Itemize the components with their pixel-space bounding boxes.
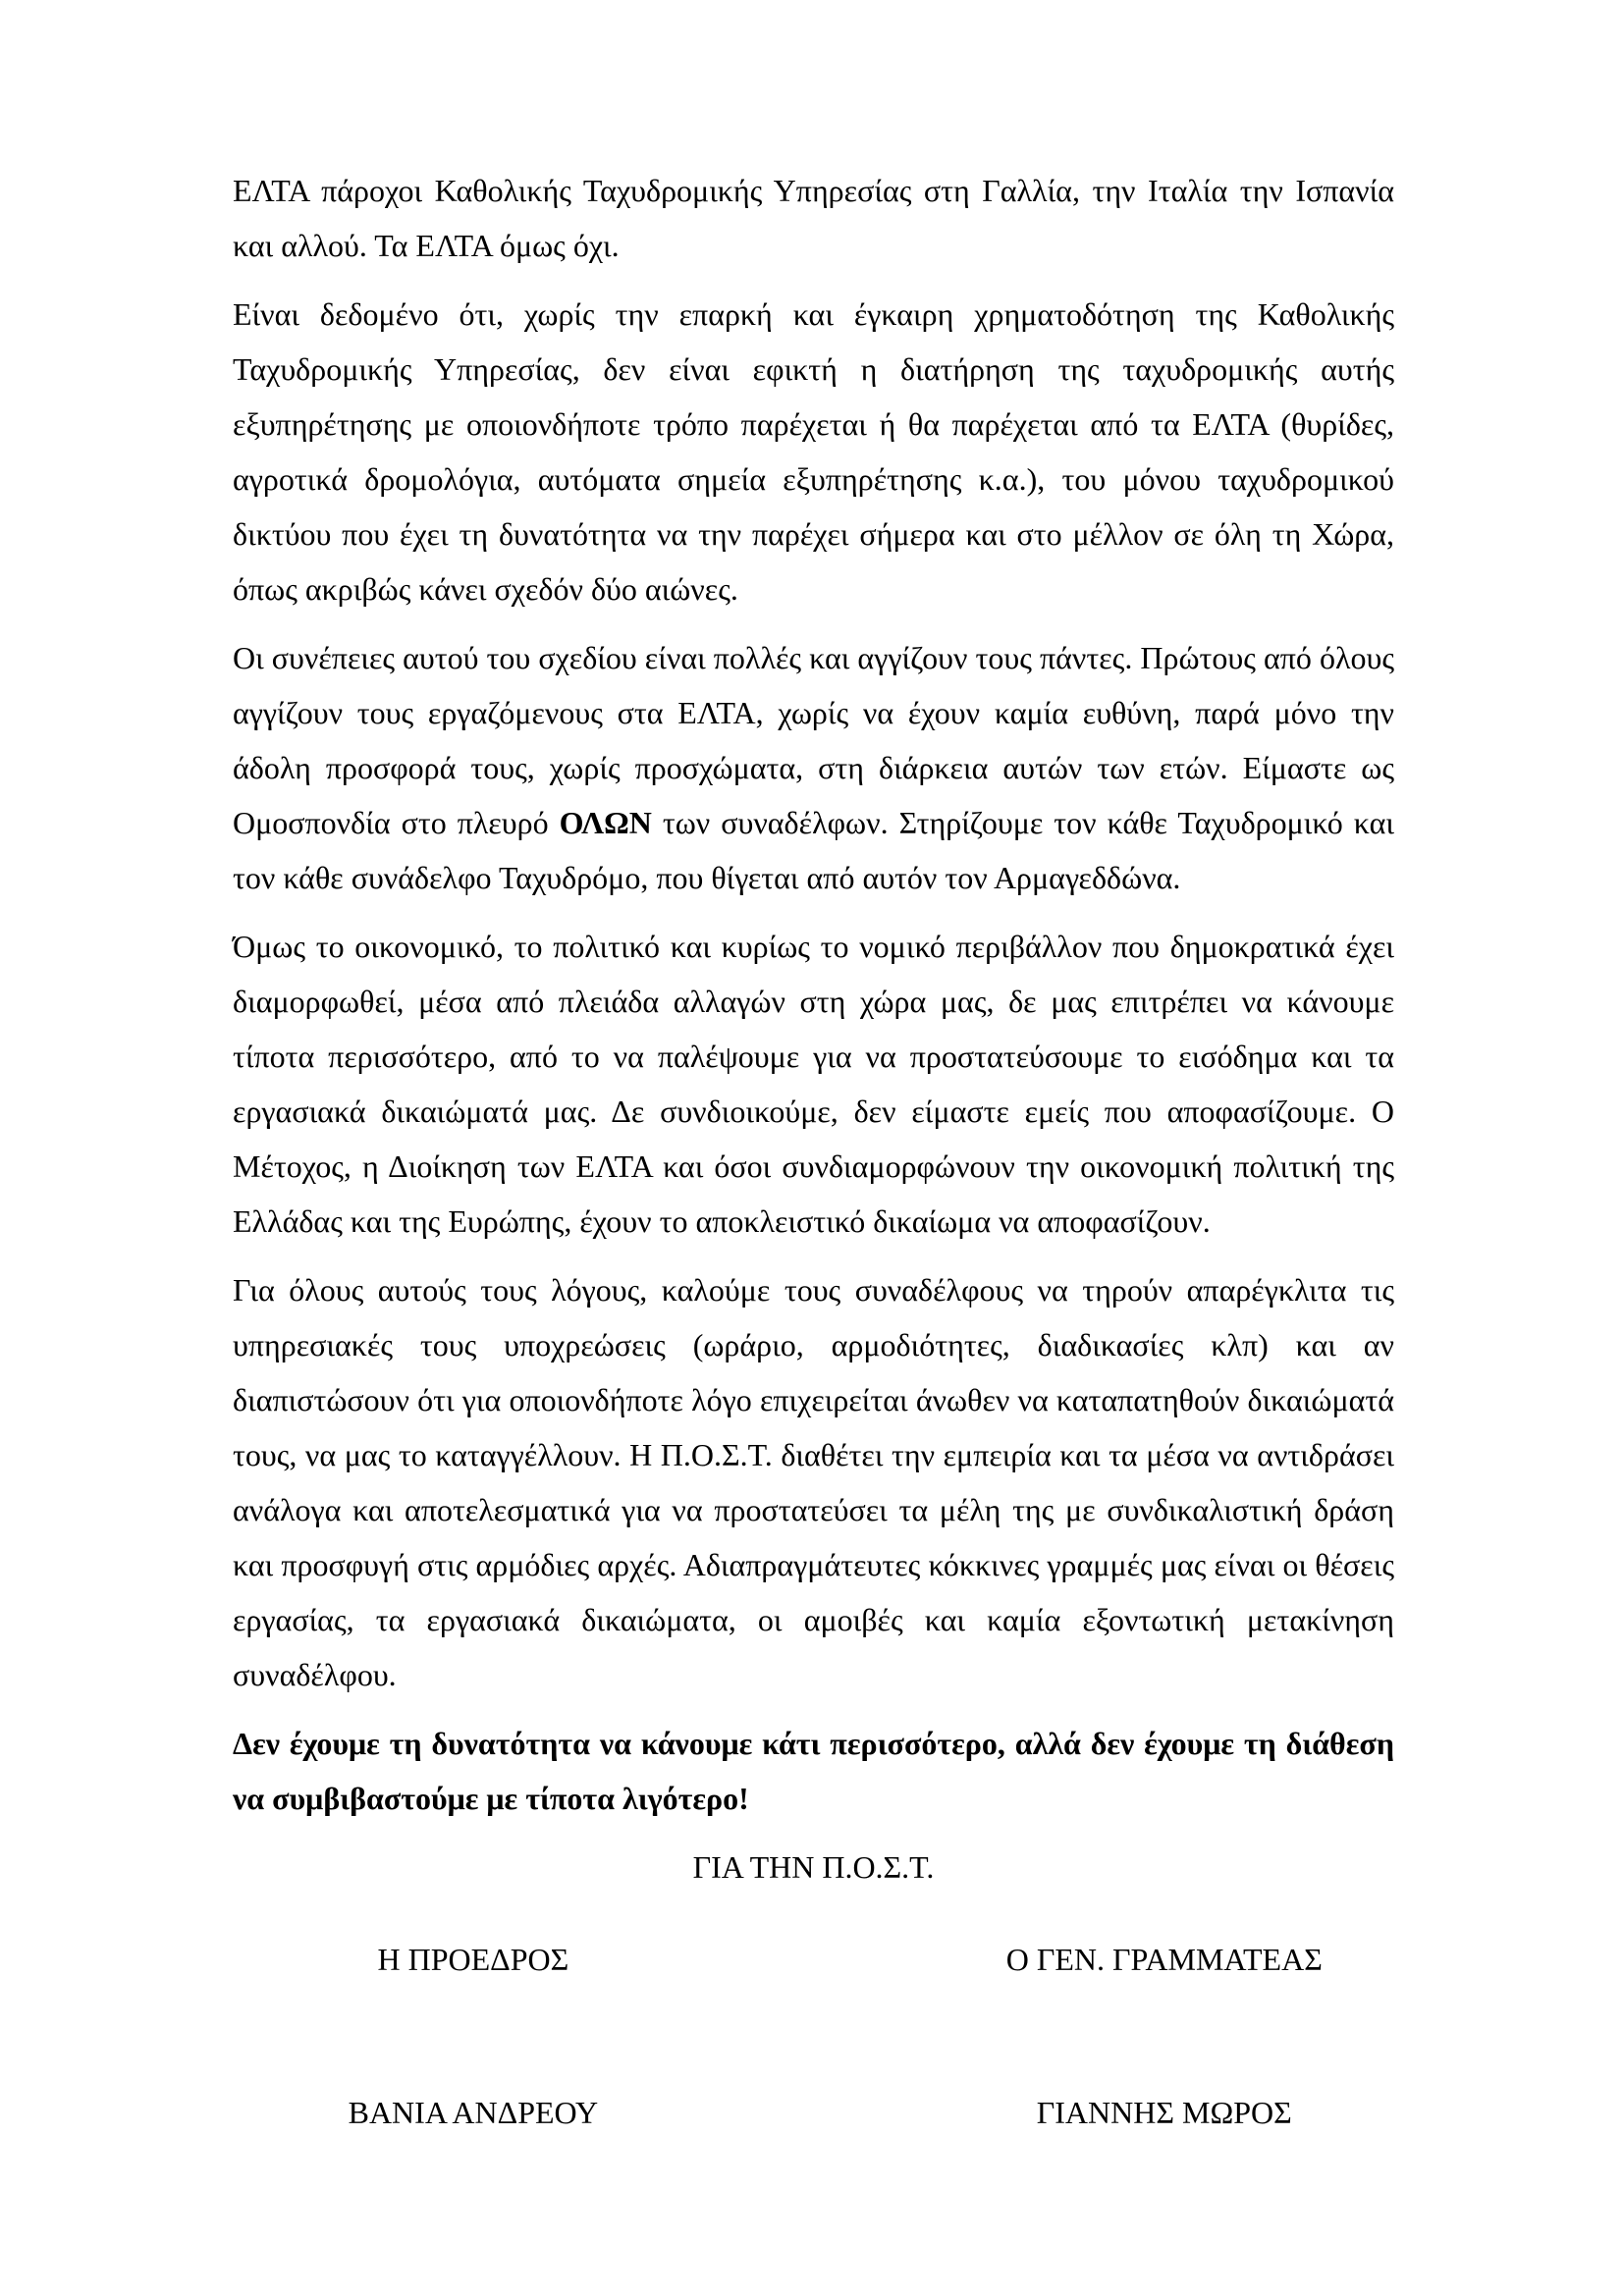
paragraph-consequences-bold-word: ΟΛΩΝ xyxy=(559,805,652,840)
signature-names-row xyxy=(233,2085,1394,2140)
paragraph-funding: Είναι δεδομένο ότι, χωρίς την επαρκή και έγκαιρη χρηματοδότηση της Καθολικής Ταχυδρομικής Υπηρεσίας, δεν είναι εφικτή η διατήρηση της ταχυδρομικής αυτής εξυπηρέτησης με οποιονδήποτε τρόπο παρέχεται ή θα παρέχεται από τα ΕΛΤΑ (θυρίδες, αγροτικά δρομολόγια, αυτόματα σημεία εξυπηρέτησης κ.α.), του μόνου ταχυδρομικού δικτύου που έχει τη δυνατότητα να την παρέχει σήμερα και στο μέλλον σε όλη τη Χώρα, όπως ακριβώς κάνει σχεδόν δύο αιώνες. xyxy=(233,296,1394,607)
paragraph-consequences xyxy=(233,630,1394,905)
closing-line: ΓΙΑ ΤΗΝ Π.Ο.Σ.Τ. xyxy=(692,1849,935,1885)
signature-title-secretary: Ο ΓΕΝ. ΓΡΑΜΜΑΤΕΑΣ xyxy=(1005,1942,1323,1977)
paragraph-elta-providers: ΕΛΤΑ πάροχοι Καθολικής Ταχυδρομικής Υπηρεσίας στη Γαλλία, την Ιταλία την Ισπανία και αλλού. Τα ΕΛΤΑ όμως όχι. xyxy=(233,173,1394,263)
signature-title-president: Η ΠΡΟΕΔΡΟΣ xyxy=(377,1942,569,1977)
paragraph-environment: Όμως το οικονομικό, το πολιτικό και κυρίως το νομικό περιβάλλον που δημοκρατικά έχει διαμορφωθεί, μέσα από πλειάδα αλλαγών στη χώρα μας, δε μας επιτρέπει να κάνουμε τίποτα περισσότερο, από το να παλέψουμε για να προστατεύσουμε το εισόδημα και τα εργασιακά δικαιώματά μας. Δε συνδιοικούμε, δεν είμαστε εμείς που αποφασίζουμε. Ο Μέτοχος, η Διοίκηση των ΕΛΤΑ και όσοι συνδιαμορφώνουν την οικονομική πολιτική της Ελλάδας και της Ευρώπης, έχουν το αποκλειστικό δικαίωμα να αποφασίζουν. xyxy=(233,929,1394,1239)
paragraph-consequences-text-after: των συναδέλφων. Στηρίζουμε τον κάθε Ταχυδρομικό και τον κάθε συνάδελφο Ταχυδρόμο, που θίγεται από αυτόν τον Αρμαγεδδώνα. xyxy=(233,805,1395,895)
paragraph-consequences-text-before: Οι συνέπειες αυτού του σχεδίου είναι πολλές και αγγίζουν τους πάντες. Πρώτους από όλους αγγίζουν τους εργαζόμενους στα ΕΛΤΑ, χωρίς να έχουν καμία ευθύνη, παρά μόνο την άδολη προσφορά τους, χωρίς προσχώματα, στη διάρκεια αυτών των ετών. Είμαστε ως Ομοσπονδία στο πλευρό xyxy=(233,640,1394,840)
signature-titles-row xyxy=(233,1932,1394,1987)
signature-name-secretary: ΓΙΑΝΝΗΣ ΜΩΡΟΣ xyxy=(1036,2095,1292,2130)
paragraph-call-to-members: Για όλους αυτούς τους λόγους, καλούμε τους συναδέλφους να τηρούν απαρέγκλιτα τις υπηρεσιακές τους υποχρεώσεις (ωράριο, αρμοδιότητες, διαδικασίες κλπ) και αν διαπιστώσουν ότι για οποιονδήποτε λόγο επιχειρείται άνωθεν να καταπατηθούν δικαιώματά τους, να μας το καταγγέλλουν. Η Π.Ο.Σ.Τ. διαθέτει την εμπειρία και τα μέσα να αντιδράσει ανάλογα και αποτελεσματικά για να προστατεύσει τα μέλη της με συνδικαλιστική δράση και προσφυγή στις αρμόδιες αρχές. Αδιαπραγμάτευτες κόκκινες γραμμές μας είναι οι θέσεις εργασίας, τα εργασιακά δικαιώματα, οι αμοιβές και καμία εξοντωτική μετακίνηση συναδέλφου. xyxy=(233,1272,1394,1692)
paragraph-emphasis-statement: Δεν έχουμε τη δυνατότητα να κάνουμε κάτι περισσότερο, αλλά δεν έχουμε τη διάθεση να συμβιβαστούμε με τίποτα λιγότερο! xyxy=(233,1726,1394,1816)
signature-name-president: ΒΑΝΙΑ ΑΝΔΡΕΟΥ xyxy=(348,2095,599,2130)
